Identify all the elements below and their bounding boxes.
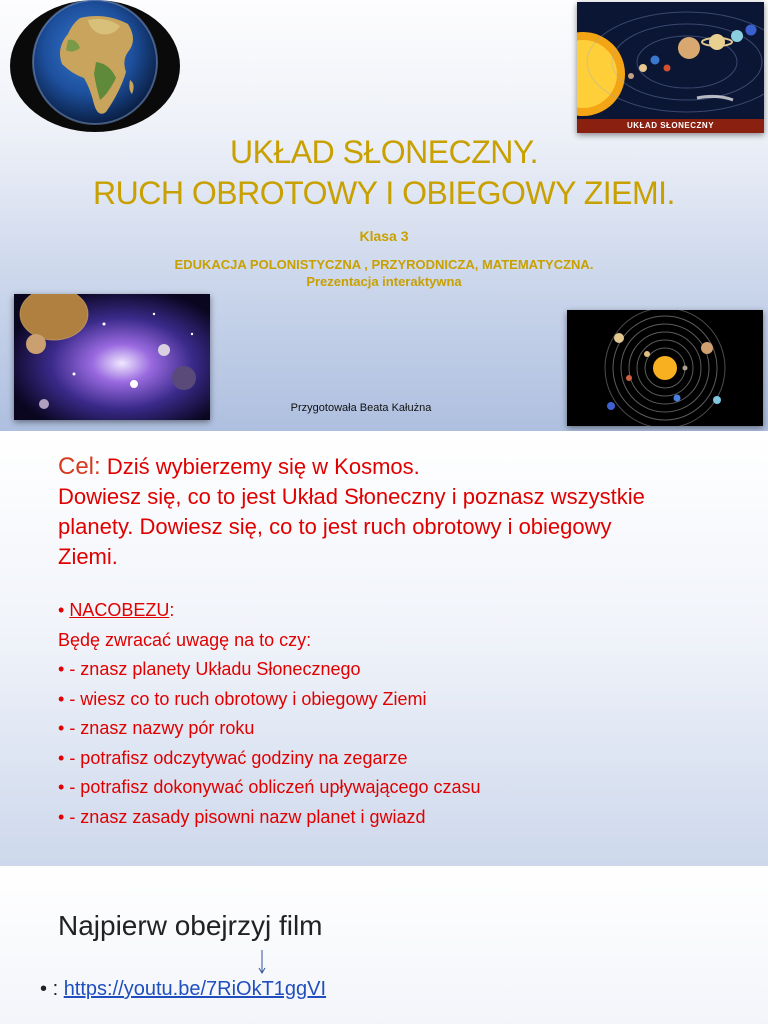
criteria-item: • - znasz nazwy pór roku [58,718,255,738]
nacobezu-suffix: : [169,600,175,620]
subjects-block [0,256,768,290]
goal-line-1 [58,452,748,482]
author-credit: Przygotowała Beata Kałużna [290,402,432,414]
nacobezu-criteria [58,596,748,832]
criteria-item: • - potrafisz dokonywać obliczeń upływającego czasu [58,777,481,797]
subjects-list: EDUKACJA POLONISTYCZNA , PRZYRODNICZA, MATEMATYCZNA. [174,257,594,272]
goals-slide [0,432,768,866]
criteria-item: • - wiesz co to ruch obrotowy i obiegowy Ziemi [58,688,427,709]
goal-text-1: Dziś wybierzemy się w Kosmos. [106,454,420,479]
video-slide [0,866,768,1024]
title-line-1: UKŁAD SŁONECZNY. [230,134,538,170]
criteria-item: • - znasz planety Układu Słonecznego [58,659,361,679]
presentation-type: Prezentacja interaktywna [306,274,462,289]
video-heading: Najpierw obejrzyj film [58,910,323,941]
video-link-row: • : https://youtu.be/7RiOkT1ggVI [40,978,327,1000]
goal-line-3: planety. Dowiesz się, co to jest ruch obrotowy i obiegowy [58,514,612,539]
goal-line-2: Dowiesz się, co to jest Układ Słoneczny i poznasz wszystkie [58,484,645,509]
youtube-link[interactable]: https://youtu.be/7RiOkT1ggVI [63,978,327,1000]
arrow-down-icon [258,950,266,974]
nacobezu-label: NACOBEZU [69,600,170,620]
criteria-intro: Będę zwracać uwagę na to czy: [58,629,312,650]
criteria-item: • - znasz zasady pisowni nazw planet i gwiazd [58,806,426,827]
solar-system-poster-image [577,2,764,133]
title-slide [0,0,768,432]
title-line-2: RUCH OBROTOWY I OBIEGOWY ZIEMI. [93,175,675,211]
goal-prefix: Cel: [58,453,101,480]
poster-caption: UKŁAD SŁONECZNY [577,119,764,133]
solar-system-icon [577,2,764,133]
earth-globe-icon [10,0,180,132]
class-label: Klasa 3 [359,228,409,244]
lesson-goal [58,452,748,572]
earth-globe-image [10,0,180,132]
criteria-item: • - potrafisz odczytywać godziny na zegarze [58,747,408,768]
presentation-title [0,132,768,214]
link-prefix: : [52,978,59,1000]
goal-line-4: Ziemi. [58,544,118,569]
nacobezu-heading: • NACOBEZU: [58,600,175,620]
